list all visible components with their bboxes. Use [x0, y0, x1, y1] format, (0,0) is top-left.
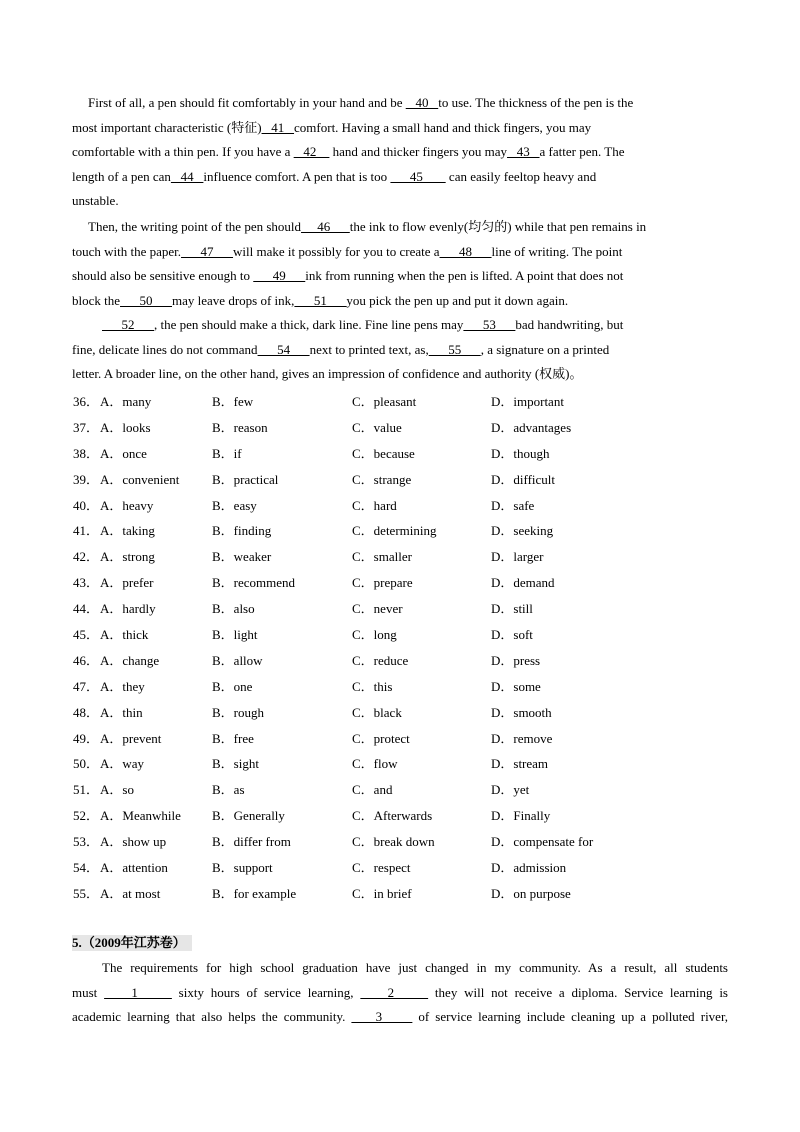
option-row — [73, 467, 729, 493]
option-a: A．they — [100, 678, 145, 694]
option-c: C．respect — [352, 860, 411, 876]
option-d: D．some — [491, 678, 541, 694]
option-b: B．allow — [212, 652, 263, 668]
option-d: D．press — [491, 652, 541, 668]
answer-blank: 51 — [294, 292, 347, 308]
option-c: C．break down — [352, 834, 435, 850]
passage-line: letter. A broader line, on the other hand, gives an impression of confidence and authority (权威)。 — [72, 366, 583, 382]
option-b: B．for example — [212, 885, 297, 901]
option-c: C．smaller — [352, 549, 412, 565]
option-c: C．Afterwards — [352, 808, 433, 824]
option-c: C．protect — [352, 730, 410, 746]
option-b: B．reason — [212, 419, 268, 435]
option-row — [73, 415, 729, 441]
answer-blank: 43 — [507, 144, 540, 160]
option-a: A．many — [100, 394, 152, 409]
option-row — [73, 700, 729, 726]
option-b: B．if — [212, 445, 242, 461]
section-heading: 5.（2009年江苏卷） — [72, 935, 192, 951]
question-number: 41． — [73, 523, 100, 539]
question-number: 43． — [73, 575, 100, 591]
option-a: A．once — [100, 445, 147, 461]
option-b: B．weaker — [212, 549, 272, 565]
option-row — [73, 881, 729, 907]
option-d: D．difficult — [491, 471, 556, 487]
option-c: C．long — [352, 627, 397, 643]
question-number: 48． — [73, 704, 100, 720]
passage-line: The requirements for high school graduation have just changed in my community. As a result, all students — [102, 960, 728, 975]
option-c: C．black — [352, 704, 402, 720]
option-c: C．reduce — [352, 652, 409, 668]
passage-line: 52 , the pen should make a thick, dark line. Fine line pens may 53 bad handwriting, but — [102, 317, 624, 332]
option-b: B．differ from — [212, 834, 291, 850]
option-d: D．demand — [491, 575, 555, 591]
option-b: B．Generally — [212, 808, 285, 824]
question-number: 49． — [73, 730, 100, 746]
option-d: D．larger — [491, 549, 544, 565]
passage-line: touch with the paper. 47 will make it possibly for you to create a 48 line of writing. The point — [72, 243, 623, 259]
question-number: 38． — [73, 445, 100, 461]
question-number: 37． — [73, 419, 100, 435]
option-d: D．soft — [491, 627, 533, 643]
passage-line: must 1 sixty hours of service learning, 2 they will not receive a diploma. Service learning is — [72, 984, 728, 1000]
option-row — [73, 389, 729, 415]
option-d: D．admission — [491, 860, 567, 876]
option-c: C．this — [352, 678, 393, 694]
option-a: A．way — [100, 756, 145, 772]
option-d: D．stream — [491, 756, 549, 772]
option-row — [73, 596, 729, 622]
option-a: A．prevent — [100, 730, 162, 746]
passage-line: comfortable with a thin pen. If you have a 42 hand and thicker fingers you may 43 a fatter pen. The — [72, 144, 625, 160]
option-a: A．change — [100, 652, 160, 668]
passage-line: length of a pen can 44 influence comfort. A pen that is too 45 can easily feeltop heavy and — [72, 168, 597, 184]
question-number: 39． — [73, 471, 100, 487]
question-number: 45． — [73, 627, 100, 643]
option-b: B．also — [212, 601, 255, 617]
option-a: A．attention — [100, 860, 168, 876]
option-row — [73, 441, 729, 467]
answer-blank: 54 — [257, 341, 310, 357]
option-b: B．rough — [212, 704, 265, 720]
passage-line: First of all, a pen should fit comfortably in your hand and be 40 to use. The thickness of the pen is the — [88, 95, 634, 110]
answer-blank: 44 — [170, 168, 204, 184]
question-number: 51． — [73, 782, 100, 798]
option-row — [73, 518, 729, 544]
question-number: 40． — [73, 497, 100, 513]
option-b: B．one — [212, 678, 253, 694]
passage-line: most important characteristic (特征) 41 comfort. Having a small hand and thick fingers, you may — [72, 119, 592, 135]
passage-paragraph-2 — [72, 215, 728, 313]
question-number: 50． — [73, 756, 100, 772]
option-d: D．Finally — [491, 808, 551, 824]
answer-blank: 47 — [181, 243, 234, 259]
question-number: 53． — [73, 834, 100, 850]
option-d: D．safe — [491, 497, 535, 513]
option-c: C．prepare — [352, 575, 413, 591]
option-row — [73, 622, 729, 648]
option-row — [73, 751, 729, 777]
answer-blank: 40 — [405, 95, 439, 110]
question-number: 44． — [73, 601, 100, 617]
passage-paragraph-3 — [72, 313, 728, 387]
answer-blank: 1 — [104, 984, 172, 1000]
option-row — [73, 726, 729, 752]
option-row — [73, 803, 729, 829]
passage-paragraph-1 — [72, 91, 728, 214]
passage-line: academic learning that also helps the community. 3 of service learning include cleaning up a polluted river, — [72, 1009, 729, 1025]
option-a: A．prefer — [100, 575, 154, 591]
option-b: B．practical — [212, 471, 279, 487]
option-a: A．so — [100, 782, 134, 798]
option-b: B．few — [212, 394, 254, 409]
option-c: C．in brief — [352, 885, 412, 901]
option-row — [73, 648, 729, 674]
option-d: D．remove — [491, 730, 553, 746]
option-c: C．flow — [352, 756, 398, 772]
option-b: B．light — [212, 627, 258, 643]
option-c: C．hard — [352, 497, 397, 513]
option-a: A．heavy — [100, 497, 154, 513]
option-a: A．strong — [100, 549, 155, 565]
option-c: C．determining — [352, 523, 437, 539]
passage-line: block the 50 may leave drops of ink, 51 you pick the pen up and put it down again. — [72, 292, 569, 308]
question-number: 36． — [73, 394, 100, 409]
answer-blank: 46 — [301, 219, 350, 234]
option-a: A．thin — [100, 704, 143, 720]
answer-blank: 49 — [253, 268, 306, 284]
answer-blank: 48 — [439, 243, 492, 259]
option-a: A．Meanwhile — [100, 808, 181, 824]
question-number: 54． — [73, 860, 100, 876]
option-row — [73, 855, 729, 881]
option-row — [73, 777, 729, 803]
option-d: D．though — [491, 445, 550, 461]
option-a: A．taking — [100, 523, 155, 539]
option-d: D．compensate for — [491, 834, 594, 850]
option-b: B．finding — [212, 523, 272, 539]
option-d: D．advantages — [491, 419, 572, 435]
option-c: C．value — [352, 419, 402, 435]
answer-blank: 41 — [261, 119, 295, 135]
question-number: 55． — [73, 885, 100, 901]
option-c: C．because — [352, 445, 415, 461]
option-row — [73, 570, 729, 596]
option-a: A．thick — [100, 627, 149, 643]
answer-blank: 55 — [428, 341, 481, 357]
passage-line: should also be sensitive enough to 49 ink from running when the pen is lifted. A point that does not — [72, 268, 624, 284]
answer-blank: 52 — [102, 317, 154, 332]
option-b: B．easy — [212, 497, 257, 513]
option-d: D．seeking — [491, 523, 554, 539]
question-number: 46． — [73, 652, 100, 668]
option-c: C．never — [352, 601, 403, 617]
option-c: C．strange — [352, 471, 412, 487]
answer-blank: 3 — [351, 1009, 413, 1025]
option-row — [73, 829, 729, 855]
option-a: A．show up — [100, 834, 167, 850]
question-number: 47． — [73, 678, 100, 694]
answer-blank: 50 — [120, 292, 173, 308]
option-d: D．on purpose — [491, 885, 571, 901]
passage-line: Then, the writing point of the pen should 46 the ink to flow evenly(均匀的) while that pen remains in — [88, 219, 647, 234]
option-b: B．as — [212, 782, 245, 798]
option-c: C．pleasant — [352, 394, 417, 409]
section-5-paragraph — [72, 956, 728, 1030]
options-list — [73, 389, 729, 907]
option-d: D．smooth — [491, 704, 552, 720]
option-d: D．yet — [491, 782, 530, 798]
option-b: B．support — [212, 860, 273, 876]
option-b: B．recommend — [212, 575, 296, 591]
question-number: 52． — [73, 808, 100, 824]
passage-line: fine, delicate lines do not command 54 next to printed text, as, 55 , a signature on a printed — [72, 341, 610, 357]
answer-blank: 45 — [390, 168, 446, 184]
option-row — [73, 493, 729, 519]
answer-blank: 53 — [463, 317, 516, 332]
option-a: A．at most — [100, 885, 161, 901]
option-a: A．hardly — [100, 601, 156, 617]
option-row — [73, 674, 729, 700]
answer-blank: 42 — [293, 144, 330, 160]
option-b: B．sight — [212, 756, 259, 772]
option-d: D．important — [491, 394, 564, 409]
option-c: C．and — [352, 782, 393, 798]
passage-line: unstable. — [72, 193, 119, 209]
question-number: 42． — [73, 549, 100, 565]
option-d: D．still — [491, 601, 533, 617]
option-a: A．convenient — [100, 471, 180, 487]
option-row — [73, 544, 729, 570]
option-a: A．looks — [100, 419, 151, 435]
answer-blank: 2 — [360, 984, 429, 1000]
option-b: B．free — [212, 730, 254, 746]
